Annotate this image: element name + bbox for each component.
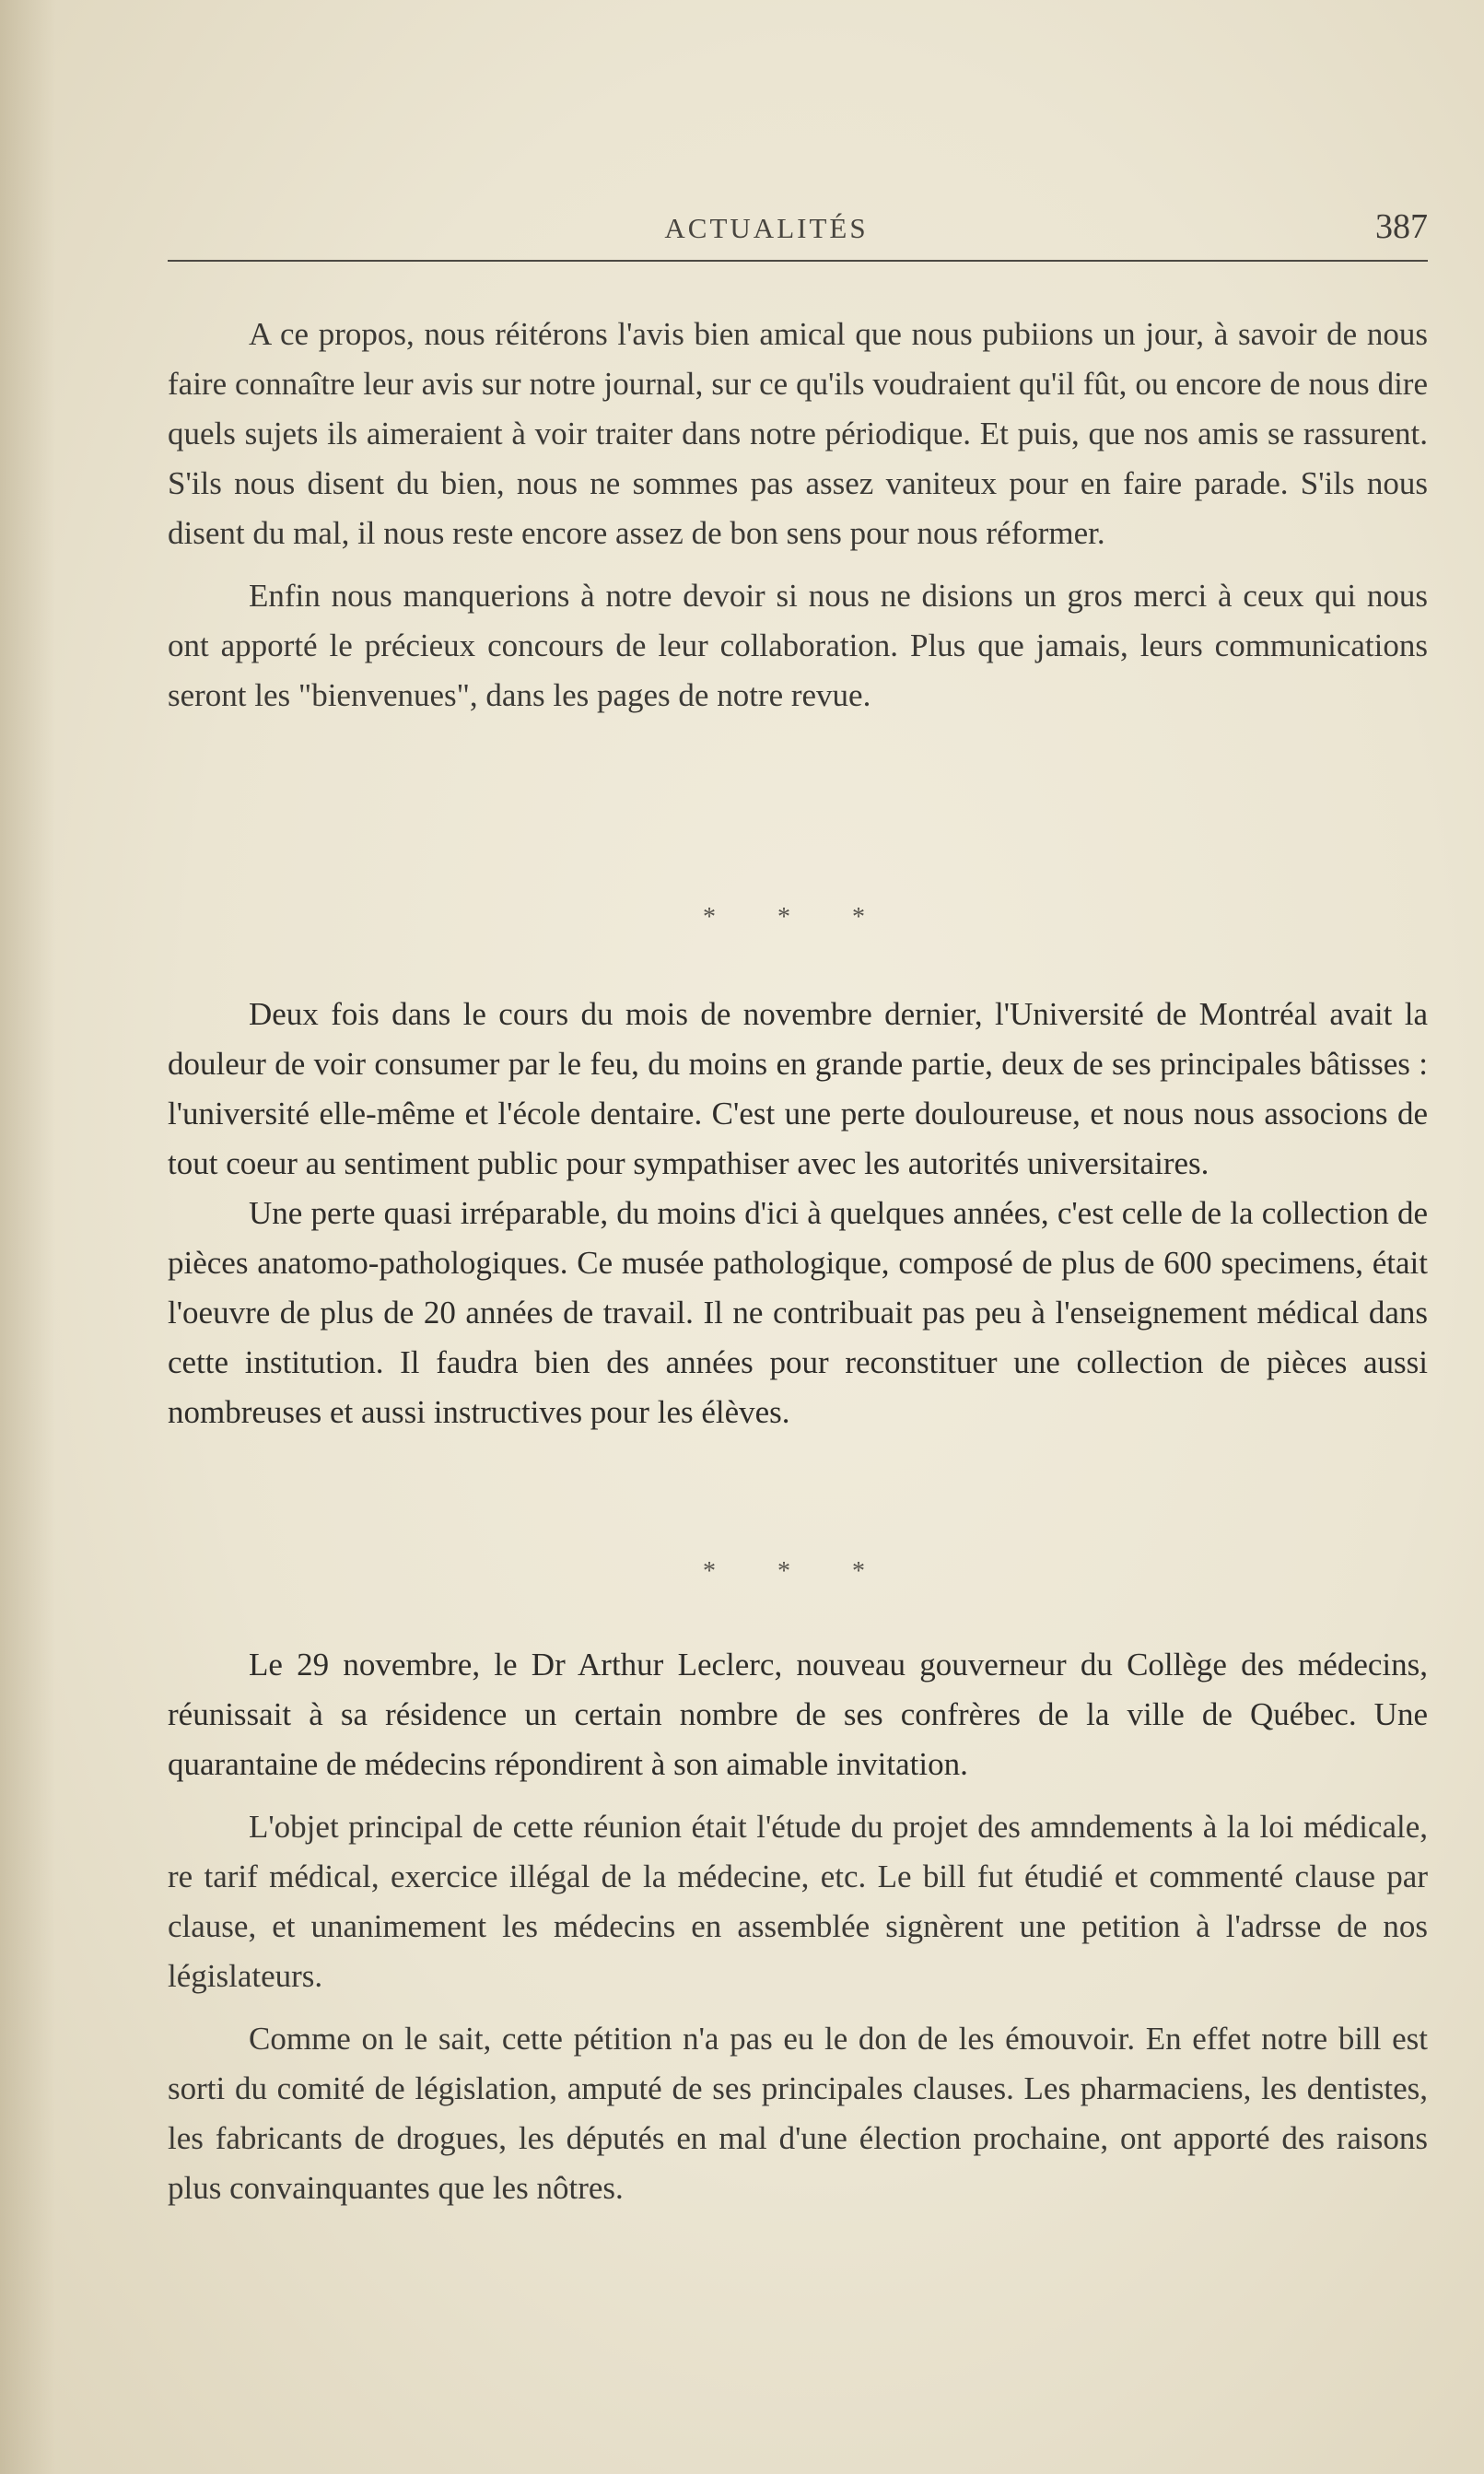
section-3 (168, 1640, 1428, 2213)
section-1 (168, 310, 1428, 721)
page-edge-shadow (0, 0, 55, 2474)
page-number: 387 (1375, 207, 1428, 246)
paragraph-5: Le 29 novembre, le Dr Arthur Leclerc, nouveau gouverneur du Collège des médecins, réunissait à sa résidence un certain nombre de ses confrères de la ville de Québec. Une quarantaine de médecins répondirent à son aimable invitation. (168, 1647, 1428, 1782)
section-2 (168, 990, 1428, 1437)
paragraph-2: Enfin nous manquerions à notre devoir si nous ne disions un gros merci à ceux qui nous ont apporté le précieux concours de leur collaboration. Plus que jamais, leurs communications seront les "bienvenues", dans les pages de notre revue. (168, 578, 1428, 713)
running-title: ACTUALITÉS (664, 212, 869, 244)
paragraph-4: Une perte quasi irréparable, du moins d'ici à quelques années, c'est celle de la collection de pièces anatomo-pathologiques. Ce musée pathologique, composé de plus de 600 specimens, était l'oeuvre de plus de 20 années de travail. Il ne contribuait pas peu à l'enseignement médical dans cette institution. Il faudra bien des années pour reconstituer une collection de pièces aussi nombreuses et aussi instructives pour les élèves. (168, 1195, 1428, 1430)
paragraph-6: L'objet principal de cette réunion était l'étude du projet des amndements à la loi médicale, re tarif médical, exercice illégal de la médecine, etc. Le bill fut étudié et commenté clause par clause, et unanimement les médecins en assemblée signèrent une petition à l'adrsse de nos législateurs. (168, 1809, 1428, 1994)
header-rule (168, 260, 1428, 262)
section-separator-2: * * * (703, 1557, 893, 1586)
paragraph-3: Deux fois dans le cours du mois de novembre dernier, l'Université de Montréal avait la douleur de voir consumer par le feu, du moins en grande partie, deux de ses principales bâtisses : l'université elle-même et l'école dentaire. C'est une perte douloureuse, et nous nous associons de tout coeur au sentiment public pour sympathiser avec les autorités universitaires. (168, 996, 1428, 1181)
paragraph-1: A ce propos, nous réitérons l'avis bien amical que nous pubiions un jour, à savoir de nous faire connaître leur avis sur notre journal, sur ce qu'ils voudraient qu'il fût, ou encore de nous dire quels sujets ils aimeraient à voir traiter dans notre périodique. Et puis, que nos amis se rassurent. S'ils nous disent du bien, nous ne sommes pas assez vaniteux pour en faire parade. S'ils nous disent du mal, il nous reste encore assez de bon sens pour nous réformer. (168, 316, 1428, 551)
section-separator-1: * * * (703, 903, 893, 932)
page-header (168, 205, 1428, 260)
paragraph-7: Comme on le sait, cette pétition n'a pas eu le don de les émouvoir. En effet notre bill est sorti du comité de législation, amputé de ses principales clauses. Les pharmaciens, les dentistes, les fabricants de drogues, les députés en mal d'une élection prochaine, ont apporté des raisons plus convainquantes que les nôtres. (168, 2021, 1428, 2206)
